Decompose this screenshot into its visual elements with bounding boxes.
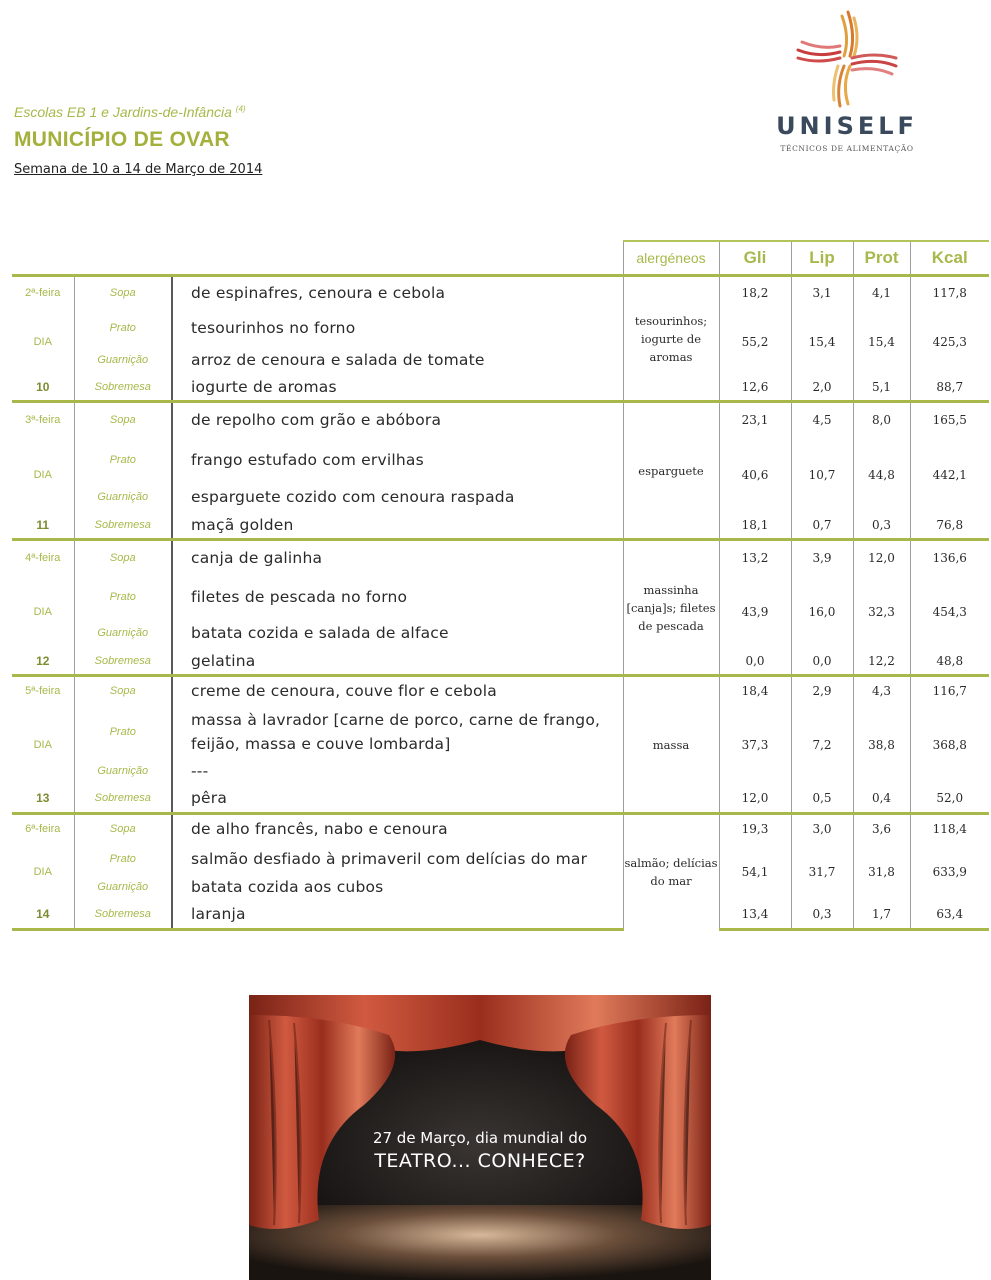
allergens: salmão; delícias do mar (623, 814, 719, 930)
prot-value: 44,8 (853, 438, 910, 512)
table-row (12, 438, 989, 482)
kcal-value: 442,1 (932, 467, 967, 482)
gli-value: 37,3 (719, 706, 791, 784)
col-alergenos: alergéneos (623, 241, 719, 276)
dish-sobremesa: pêra (172, 784, 623, 814)
dish-guarnicao: --- (172, 758, 623, 784)
allergens: massinha [canja]s; filetes de pescada (623, 540, 719, 676)
table-row (12, 676, 989, 706)
label-guarnicao: Guarnição (74, 346, 172, 374)
label-prato: Prato (74, 310, 172, 346)
dish-sopa: creme de cenoura, couve flor e cebola (172, 676, 623, 706)
dish-sobremesa: iogurte de aromas (172, 374, 623, 402)
table-row (12, 402, 989, 438)
dish-prato: massa à lavrador [carne de porco, carne de frango, feijão, massa e couve lombarda] (172, 706, 623, 758)
prot-value: 0,4 (853, 784, 910, 814)
day-date: 13 (12, 784, 74, 814)
prot-value: 3,6 (853, 814, 910, 844)
table-header-row (12, 241, 989, 276)
lip-value: 4,5 (791, 402, 853, 438)
municipality-title: MUNICÍPIO DE OVAR (14, 128, 230, 151)
gli-value: 0,0 (719, 648, 791, 676)
kcal-value: 633,9 (932, 864, 967, 879)
gli-value: 13,2 (719, 540, 791, 576)
lip-value: 31,7 (791, 844, 853, 900)
label-sobremesa: Sobremesa (74, 648, 172, 676)
lip-value: 3,1 (791, 276, 853, 310)
lip-value: 0,5 (791, 784, 853, 814)
day-label: DIA (12, 844, 74, 900)
prot-value: 1,7 (853, 900, 910, 930)
gli-value: 12,6 (719, 374, 791, 402)
kcal-value: 88,7 (936, 379, 964, 394)
kcal-value: 454,3 (932, 604, 967, 619)
gli-value: 13,4 (719, 900, 791, 930)
dish-sobremesa: maçã golden (172, 512, 623, 540)
kcal-value: 117,8 (910, 276, 989, 310)
label-sopa: Sopa (74, 402, 172, 438)
col-prot: Prot (853, 241, 910, 276)
label-sopa: Sopa (74, 676, 172, 706)
lip-value: 0,7 (791, 512, 853, 540)
lip-value: 2,9 (791, 676, 853, 706)
day-label: DIA (12, 706, 74, 784)
label-sopa: Sopa (74, 276, 172, 310)
subtitle-footnote: (4) (235, 104, 246, 114)
label-sopa: Sopa (74, 814, 172, 844)
weekday: 5ª-feira (12, 676, 74, 706)
table-row (12, 814, 989, 844)
table-row (12, 310, 989, 346)
kcal-value: 165,5 (910, 402, 989, 438)
dish-prato: salmão desfiado à primaveril com delícias do mar (172, 844, 623, 874)
kcal-value: 116,7 (910, 676, 989, 706)
dish-prato: tesourinhos no forno (172, 310, 623, 346)
allergens: tesourinhos; iogurte de aromas (623, 276, 719, 402)
gli-value: 55,2 (719, 310, 791, 374)
kcal-value: 48,8 (936, 653, 964, 668)
dish-sopa: de repolho com grão e abóbora (172, 402, 623, 438)
gli-value: 40,6 (719, 438, 791, 512)
day-date: 12 (12, 648, 74, 676)
theatre-banner (249, 995, 711, 1280)
label-prato: Prato (74, 438, 172, 482)
dish-sobremesa: laranja (172, 900, 623, 930)
prot-value: 31,8 (853, 844, 910, 900)
weekday: 4ª-feira (12, 540, 74, 576)
gli-value: 12,0 (719, 784, 791, 814)
logo-wordmark: UNISELF (776, 112, 918, 140)
col-gli: Gli (719, 241, 791, 276)
label-guarnicao: Guarnição (74, 618, 172, 648)
table-row (12, 900, 989, 930)
kcal-value: 368,8 (932, 737, 967, 752)
kcal-value: 118,4 (910, 814, 989, 844)
dish-guarnicao: esparguete cozido com cenoura raspada (172, 482, 623, 512)
label-sopa: Sopa (74, 540, 172, 576)
logo-tagline: TÉCNICOS DE ALIMENTAÇÃO (780, 144, 914, 153)
kcal-value: 136,6 (910, 540, 989, 576)
day-label: DIA (12, 438, 74, 512)
label-sobremesa: Sobremesa (74, 374, 172, 402)
label-prato: Prato (74, 844, 172, 874)
prot-value: 12,2 (853, 648, 910, 676)
gli-value: 18,4 (719, 676, 791, 706)
school-subtitle: Escolas EB 1 e Jardins-de-Infância $^{(4)}$ (14, 104, 246, 120)
lip-value: 16,0 (791, 576, 853, 648)
gli-value: 18,2 (719, 276, 791, 310)
banner-line-2: TEATRO... CONHECE? (374, 1150, 586, 1172)
lip-value: 10,7 (791, 438, 853, 512)
table-row (12, 706, 989, 758)
banner-line-1: 27 de Março, dia mundial do (372, 1129, 588, 1147)
label-guarnicao: Guarnição (74, 758, 172, 784)
label-guarnicao: Guarnição (74, 874, 172, 900)
table-row (12, 374, 989, 402)
weekday: 2ª-feira (12, 276, 74, 310)
dish-guarnicao: batata cozida e salada de alface (172, 618, 623, 648)
dish-sopa: de espinafres, cenoura e cebola (172, 276, 623, 310)
gli-value: 43,9 (719, 576, 791, 648)
table-row (12, 844, 989, 874)
dish-sopa: canja de galinha (172, 540, 623, 576)
dish-guarnicao: batata cozida aos cubos (172, 874, 623, 900)
day-date: 14 (12, 900, 74, 930)
label-guarnicao: Guarnição (74, 482, 172, 512)
uniself-logo (752, 8, 942, 158)
gli-value: 19,3 (719, 814, 791, 844)
table-row (12, 784, 989, 814)
label-sobremesa: Sobremesa (74, 900, 172, 930)
day-date: 10 (12, 374, 74, 402)
prot-value: 4,1 (853, 276, 910, 310)
col-lip: Lip (791, 241, 853, 276)
dish-prato: frango estufado com ervilhas (172, 438, 623, 482)
prot-value: 12,0 (853, 540, 910, 576)
weekday: 3ª-feira (12, 402, 74, 438)
week-label: Semana de 10 a 14 de Março de 2014 (14, 162, 263, 177)
dish-sopa: de alho francês, nabo e cenoura (172, 814, 623, 844)
gli-value: 23,1 (719, 402, 791, 438)
kcal-value: 76,8 (936, 517, 964, 532)
prot-value: 5,1 (853, 374, 910, 402)
lip-value: 7,2 (791, 706, 853, 784)
gli-value: 54,1 (719, 844, 791, 900)
lip-value: 15,4 (791, 310, 853, 374)
kcal-value: 63,4 (910, 900, 989, 930)
lip-value: 2,0 (791, 374, 853, 402)
gli-value: 18,1 (719, 512, 791, 540)
school-header (14, 104, 262, 177)
prot-value: 0,3 (853, 512, 910, 540)
prot-value: 38,8 (853, 706, 910, 784)
label-sobremesa: Sobremesa (74, 784, 172, 814)
col-kcal: Kcal (910, 241, 989, 276)
allergens: massa (623, 676, 719, 814)
allergens: esparguete (623, 402, 719, 540)
prot-value: 32,3 (853, 576, 910, 648)
banner-caption (249, 1129, 711, 1172)
day-label: DIA (12, 576, 74, 648)
weekday: 6ª-feira (12, 814, 74, 844)
label-sobremesa: Sobremesa (74, 512, 172, 540)
day-label: DIA (12, 310, 74, 374)
lip-value: 0,3 (791, 900, 853, 930)
table-row (12, 576, 989, 618)
weekly-menu-table (12, 240, 989, 931)
lip-value: 3,9 (791, 540, 853, 576)
dish-guarnicao: arroz de cenoura e salada de tomate (172, 346, 623, 374)
kcal-value: 425,3 (932, 334, 967, 349)
kcal-value: 52,0 (936, 790, 964, 805)
table-row (12, 512, 989, 540)
dish-sobremesa: gelatina (172, 648, 623, 676)
label-prato: Prato (74, 706, 172, 758)
table-row (12, 276, 989, 310)
pinwheel-logo-icon (792, 8, 902, 108)
lip-value: 3,0 (791, 814, 853, 844)
prot-value: 4,3 (853, 676, 910, 706)
prot-value: 15,4 (853, 310, 910, 374)
table-row (12, 540, 989, 576)
label-prato: Prato (74, 576, 172, 618)
dish-prato: filetes de pescada no forno (172, 576, 623, 618)
lip-value: 0,0 (791, 648, 853, 676)
prot-value: 8,0 (853, 402, 910, 438)
day-date: 11 (12, 512, 74, 540)
table-row (12, 648, 989, 676)
